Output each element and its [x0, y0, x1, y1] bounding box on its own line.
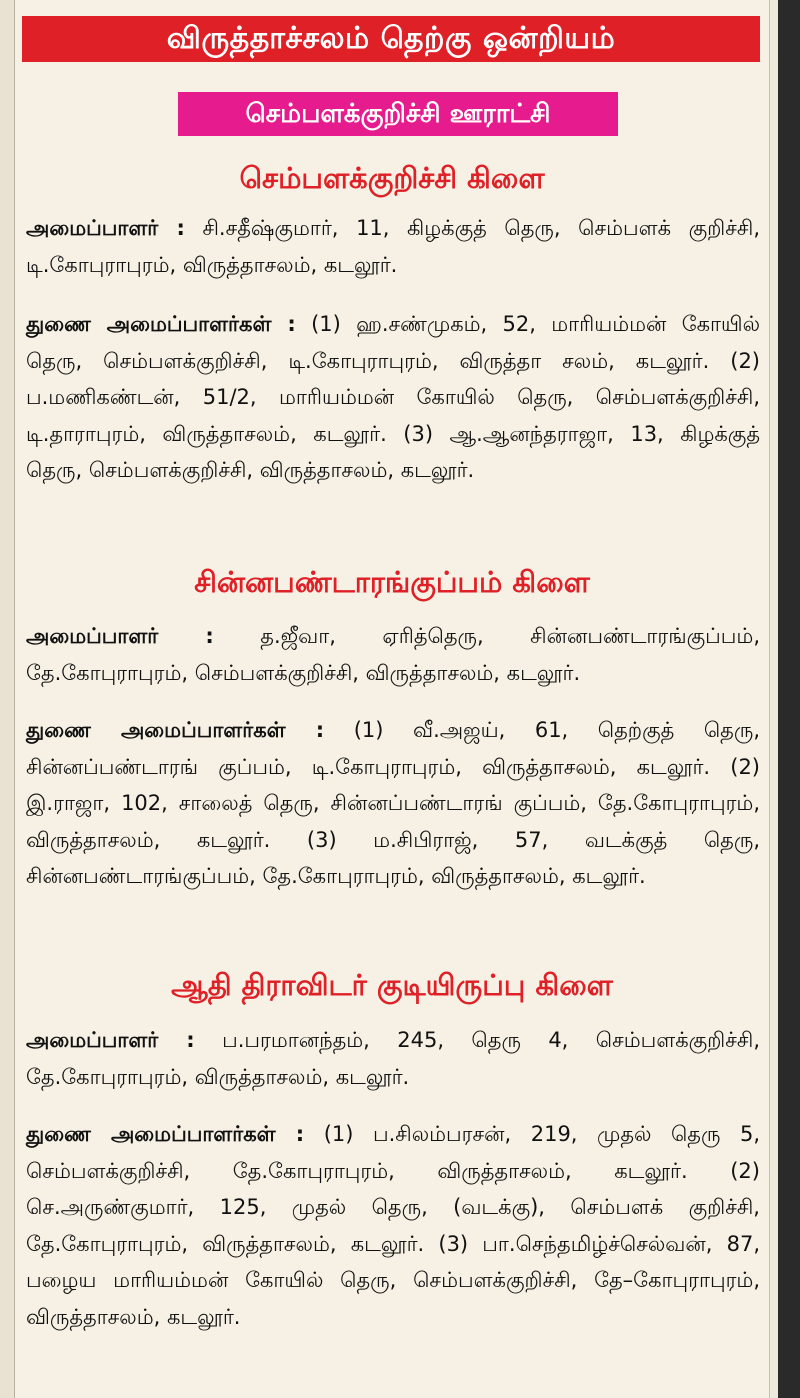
organizer-text: சி.சதீஷ்குமார், 11, கிழக்குத் தெரு, செம்பளக் குறிச்சி, டி.கோபுராபுரம், விருத்தாசலம், கடலூர். [26, 216, 760, 277]
organizer-text: த.ஜீவா, ஏரித்தெரு, சின்னபண்டாரங்குப்பம், தே.கோபுராபுரம், செம்பளக்குறிச்சி, விருத்தாசலம், கடலூர். [26, 624, 760, 685]
organizer-paragraph-2 [26, 618, 760, 691]
organizer-paragraph-3 [26, 1022, 760, 1095]
deputy-label: துணை அமைப்பாளர்கள் : [26, 718, 325, 742]
deputy-label: துணை அமைப்பாளர்கள் : [26, 312, 296, 336]
organizer-paragraph-1 [26, 210, 760, 283]
organizer-label: அமைப்பாளர் : [26, 216, 185, 240]
deputy-paragraph-1 [26, 306, 760, 489]
branch-title-2: சின்னபண்டாரங்குப்பம் கிளை [194, 565, 590, 599]
deputy-text: (1) ப.சிலம்பரசன், 219, முதல் தெரு 5, செம்பளக்குறிச்சி, தே.கோபுராபுரம், விருத்தாசலம், கடலூர். (2) செ.அருண்குமார், 125, முதல் தெரு, (வடக்கு), செம்பளக் குறிச்சி, தே.கோபுராபுரம், விருத்தாசலம், கடலூர். (3) பா.செந்தமிழ்ச்செல்வன், 87, பழைய மாரியம்மன் கோயில் தெரு, செம்பளக்குறிச்சி, தே–கோபுராபுரம், விருத்தாசலம், கடலூர். [26, 1122, 760, 1329]
organizer-text: ப.பரமானந்தம், 245, தெரு 4, செம்பளக்குறிச்சி, தே.கோபுராபுரம், விருத்தாசலம், கடலூர். [26, 1028, 760, 1089]
deputy-paragraph-3 [26, 1116, 760, 1335]
dark-border-right [778, 0, 800, 1398]
branch-title-1: செம்பளக்குறிச்சி கிளை [239, 161, 545, 195]
deputy-text: (1) வீ.அஜய், 61, தெற்குத் தெரு, சின்னப்பண்டாரங் குப்பம், டி.கோபுராபுரம், விருத்தாசலம், கடலூர். (2) இ.ராஜா, 102, சாலைத் தெரு, சின்னப்பண்டாரங் குப்பம், தே.கோபுராபுரம், விருத்தாசலம், கடலூர். (3) ம.சிபிராஜ், 57, வடக்குத் தெரு, சின்னபண்டாரங்குப்பம், தே.கோபுராபுரம், விருத்தாசலம், கடலூர். [26, 718, 760, 888]
organizer-label: அமைப்பாளர் : [26, 1028, 195, 1052]
organizer-label: அமைப்பாளர் : [26, 624, 214, 648]
panchayat-subtitle-banner: செம்பளக்குறிச்சி ஊராட்சி [178, 92, 618, 136]
deputy-label: துணை அமைப்பாளர்கள் : [26, 1122, 305, 1146]
page-edge-right [769, 0, 778, 1398]
branch-title-3: ஆதி திராவிடர் குடியிருப்பு கிளை [171, 968, 613, 1002]
page-edge-left [0, 0, 15, 1398]
deputy-text: (1) ஹ.சண்முகம், 52, மாரியம்மன் கோயில் தெரு, செம்பளக்குறிச்சி, டி.கோபுராபுரம், விருத்தா சலம், கடலூர். (2) ப.மணிகண்டன், 51/2, மாரியம்மன் கோயில் தெரு, செம்பளக்குறிச்சி, டி.தாராபுரம், விருத்தாசலம், கடலூர். (3) ஆ.ஆனந்தராஜா, 13, கிழக்குத் தெரு, செம்பளக்குறிச்சி, விருத்தாசலம், கடலூர். [26, 312, 760, 482]
deputy-paragraph-2 [26, 712, 760, 895]
union-title-banner: விருத்தாச்சலம் தெற்கு ஒன்றியம் [22, 16, 760, 62]
